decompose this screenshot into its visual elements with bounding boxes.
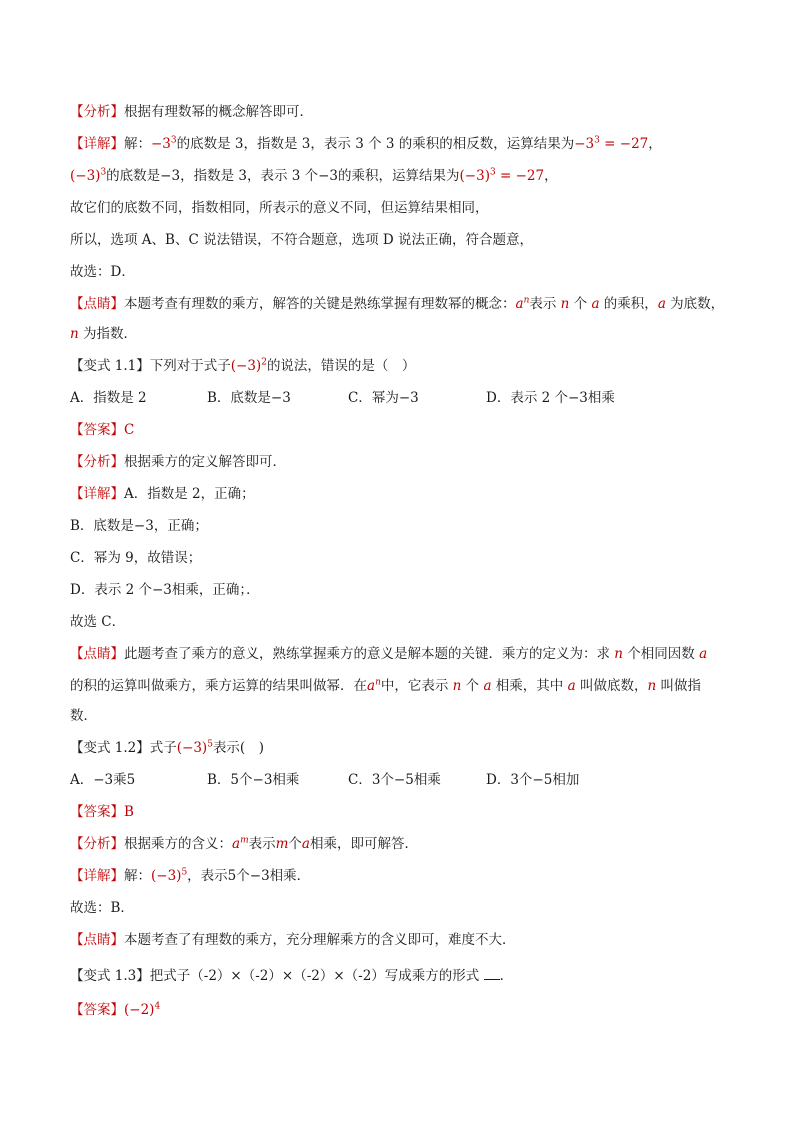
math-expr: $-3^3 = -27$ [574,135,649,152]
detail-line-5: 故选：D． [70,264,135,280]
question-text: 的说法，错误的是（ ） [266,358,416,374]
math-var: n [375,677,381,688]
answer-blank[interactable] [484,967,500,980]
detail-line-4: 所以，选项 A、B、C 说法错误，不符合题意，选项 D 说法正确，符合题意， [70,232,533,248]
analysis-line [70,452,730,472]
comment-text: 本题考查有理数的乘方，解答的关键是熟练掌握有理数幂的概念： [124,296,516,312]
comment-line-1 [70,294,730,314]
comment-text: 表示 [529,296,561,312]
option-d: D．表示 2 个−3相乘 [486,390,615,406]
question-tag: 【变式 1.2】 [70,740,150,756]
comment-line-2 [70,676,730,696]
analysis-text: 个 [288,836,302,852]
question-tag: 【变式 1.3】 [70,968,150,984]
detail-line-1 [70,866,730,886]
detail-text: A．指数是 2，正确； [124,486,255,502]
detail-text: 解： [124,136,151,152]
comment-tag: 【点睛】 [70,932,124,948]
math-var: n [523,295,530,306]
analysis-text: 表示 [248,836,276,852]
math-var: a [699,646,708,662]
analysis-text: 相乘，即可解答． [309,836,418,852]
math-var: a [657,296,666,312]
answer-text: B [124,804,134,820]
detail-tag: 【详解】 [70,486,124,502]
math-var: m [275,836,289,852]
option-c: C．3个−5相乘 [348,772,441,788]
comment-text: 本题考查了有理数的乘方，充分理解乘方的含义即可，难度不大． [124,932,516,948]
comment-line-1 [70,644,730,664]
math-var: n [560,296,570,312]
math-expr: $(-3)^5$ [176,739,213,756]
answer-text: C [124,422,135,438]
math-var: a [367,678,376,694]
option-c: C．幂为−3 [348,390,419,406]
option-a: A．指数是 2 [70,390,147,406]
math-var: a [515,296,524,312]
answer-tag: 【答案】 [70,1002,124,1018]
detail-line-2: B．底数是−3，正确； [70,518,208,534]
comment-text: 个 [569,296,592,312]
detail-line-1 [70,134,730,154]
math-expr: $(-3)^3$ [70,167,107,184]
detail-tag: 【详解】 [70,868,124,884]
detail-line-5: 故选 C． [70,614,126,630]
math-expr: $-3^3$ [151,135,177,152]
comment-text: 叫做底数， [575,678,648,694]
comment-line-3: 数． [70,708,97,724]
comment-line-2 [70,324,730,344]
comment-text: 中，它表示 [380,678,453,694]
analysis-tag: 【分析】 [70,454,124,470]
comment-text: 为指数． [78,326,137,342]
detail-line-4: D．表示 2 个−3相乘，正确；． [70,582,260,598]
detail-tag: 【详解】 [70,136,124,152]
question-tag: 【变式 1.1】 [70,358,150,374]
math-var: a [567,678,576,694]
math-expr: $(-3)^5$ [151,867,188,884]
analysis-text: 根据乘方的含义： [124,836,232,852]
question-1-1-title [70,356,730,376]
comment-text: 个 [461,678,484,694]
answer-line [70,1000,730,1020]
detail-text: 的底数是−3，指数是 3，表示 3 个−3的乘积，运算结果为 [106,168,460,184]
comment-line-1 [70,930,730,950]
math-var: n [614,646,623,662]
analysis-text: 根据乘方的定义解答即可． [124,454,286,470]
detail-text: 解： [124,868,151,884]
comment-text: 此题考查了乘方的意义，熟练掌握乘方的意义是解本题的关键．乘方的定义为：求 [124,646,615,662]
comment-text: 相乘，其中 [491,678,568,694]
question-1-2-title [70,738,730,758]
comment-text: 的乘积， [599,296,658,312]
question-text: 下列对于式子 [149,358,231,374]
math-var: n [70,326,79,342]
detail-text: ，表示5个−3相乘． [187,868,311,884]
question-text: 式子 [149,740,177,756]
answer-line [70,802,730,822]
comment-text: 个相同因数 [623,646,700,662]
answer-tag: 【答案】 [70,422,124,438]
analysis-tag: 【分析】 [70,836,124,852]
math-var: m [240,835,249,846]
detail-line-3: 故它们的底数不同，指数相同，所表示的意义不同，但运算结果相同， [70,200,489,216]
detail-text: ， [544,168,558,184]
analysis-text: 根据有理数幂的概念解答即可． [124,104,313,120]
question-text: 把式子（-2）×（-2）×（-2）×（-2）写成乘方的形式 [149,968,480,984]
option-a: A．−3乘5 [70,772,136,788]
question-1-3-title [70,966,730,986]
question-text: 表示( ) [212,740,264,756]
detail-line-1 [70,484,730,504]
math-expr: $(-2)^4$ [124,1001,161,1018]
question-1-2-options [70,770,730,790]
question-text: ． [499,968,514,984]
math-expr: $(-3)^3 = -27$ [459,167,545,184]
option-d: D．3个−5相加 [486,772,580,788]
detail-text: 的底数是 3，指数是 3，表示 3 个 3 的乘积的相反数，运算结果为 [176,136,575,152]
answer-tag: 【答案】 [70,804,124,820]
comment-tag: 【点睛】 [70,296,124,312]
math-var: a [483,678,492,694]
analysis-line [70,834,730,854]
math-expr: $(-3)^2$ [230,357,267,374]
option-b: B．底数是−3 [207,390,291,406]
option-b: B．5个−3相乘 [207,772,300,788]
math-var: n [647,678,657,694]
math-var: a [232,836,241,852]
math-var: n [452,678,462,694]
analysis-line [70,102,730,122]
math-var: a [591,296,600,312]
detail-line-3: C．幂为 9，故错误； [70,550,202,566]
comment-text: 叫做指 [656,678,701,694]
comment-text: 的积的运算叫做乘方，乘方运算的结果叫做幂．在 [70,678,367,694]
question-1-1-options [70,388,730,408]
math-var: a [301,836,310,852]
comment-text: 为底数， [665,296,725,312]
analysis-tag: 【分析】 [70,104,124,120]
answer-line [70,420,730,440]
detail-line-2 [70,166,730,186]
detail-line-2: 故选：B． [70,900,134,916]
detail-text: ， [648,136,662,152]
comment-tag: 【点睛】 [70,646,124,662]
